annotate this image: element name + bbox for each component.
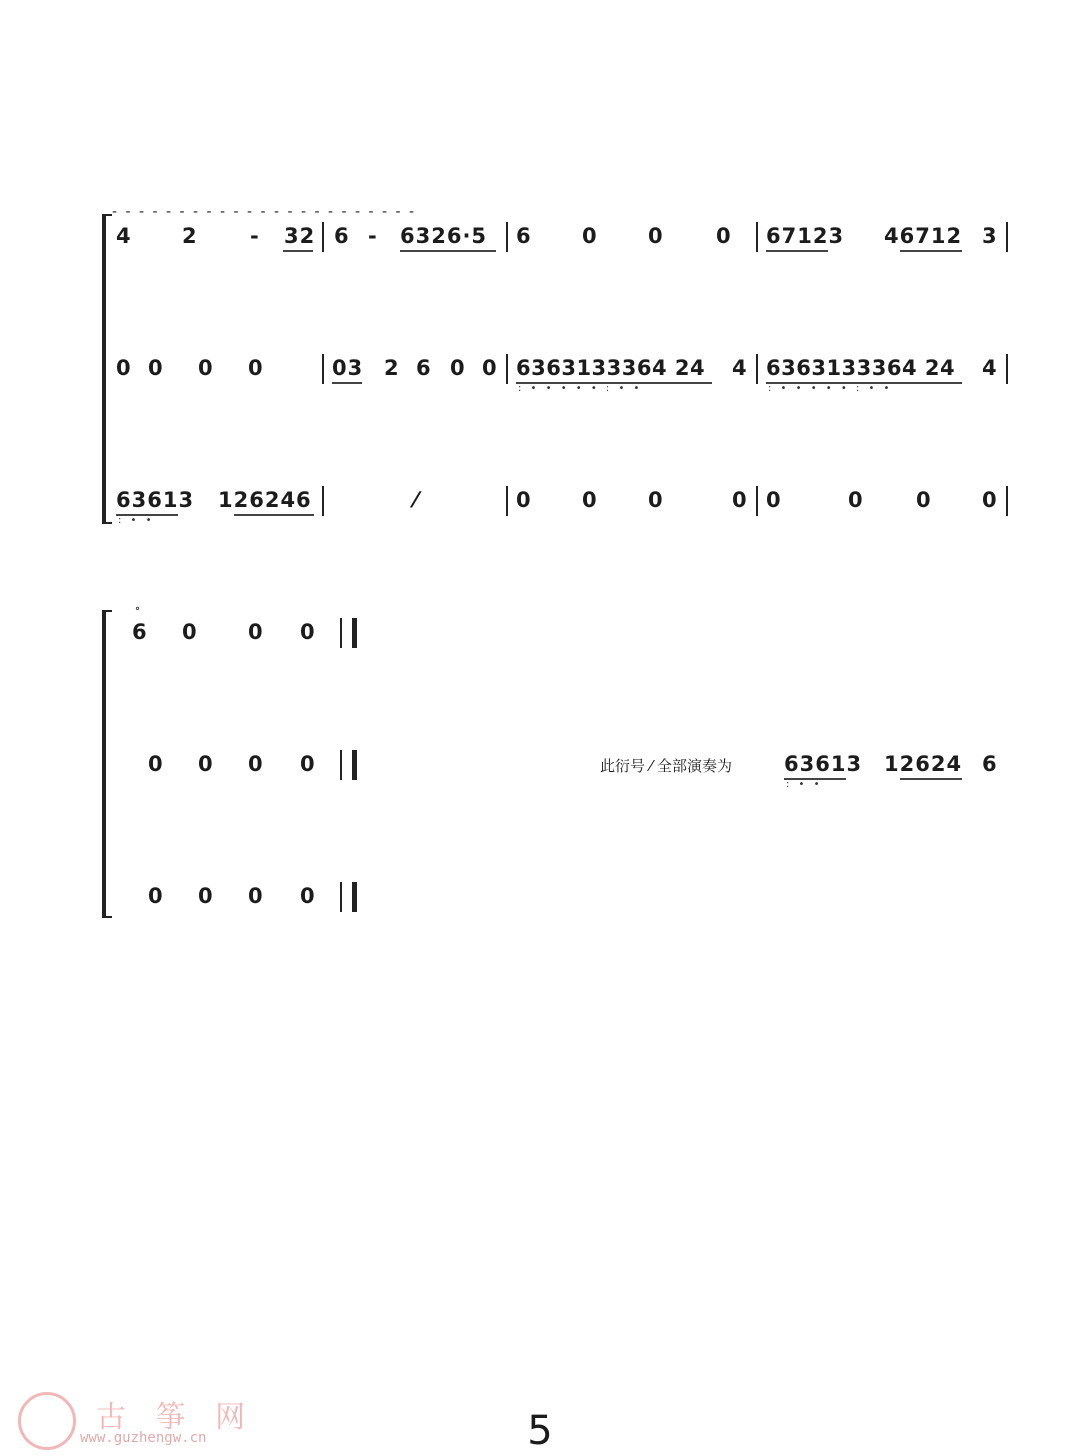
s1-r3-m1-n1: 63613 [116,488,195,512]
low-dots: : • • [118,515,155,526]
s1-r2-m3-n2: 4 [732,356,748,380]
underline [332,382,362,384]
footnote-notes-b: 12624 [884,752,963,776]
s1-r1-m3-n4: 0 [716,224,732,248]
s1-r3-m3-n1: 0 [516,488,532,512]
repeat-sign: ⁄ [414,488,419,512]
s1-r3-m3-n3: 0 [648,488,664,512]
underline [766,250,828,252]
system2-bracket [102,610,112,918]
underline [900,778,962,780]
s1-r2-m1-n4: 0 [248,356,264,380]
barline [506,354,508,384]
s1-r1-m2-n2: - [368,224,378,248]
barline [756,354,758,384]
final-barline-thick [352,618,357,648]
s2-r1-n1: 6 [132,620,148,644]
s1-r1-m3-n1: 6 [516,224,532,248]
s1-r2-m2-n5: 0 [482,356,498,380]
barline [1006,486,1008,516]
footnote-text: 此衍号 ⁄ 全部演奏为 [600,757,733,775]
s1-r1-m2-n3: 6326·5 [400,224,488,248]
s2-r1-n4: 0 [300,620,316,644]
high-dot: ° [135,606,140,617]
s2-r2-n2: 0 [198,752,214,776]
final-barline [340,750,342,780]
s1-r1-m1-n1: 4 [116,224,132,248]
s1-r3-m4-n1: 0 [766,488,782,512]
underline [283,250,313,252]
barline [322,486,324,516]
system1-bracket [102,214,112,524]
s1-r1-m4-n2: 46712 [884,224,963,248]
low-dots: : • • • • • : • • [768,383,893,394]
footnote-notes-c: 6 [982,752,998,776]
barline [506,222,508,252]
s1-r1-m3-n3: 0 [648,224,664,248]
s1-r2-m4-n1: 6363133364 24 [766,356,956,380]
footnote-notes-a: 63613 [784,752,863,776]
s2-r1-n3: 0 [248,620,264,644]
s1-r3-m4-n2: 0 [848,488,864,512]
barline [322,222,324,252]
s2-r3-n1: 0 [148,884,164,908]
final-barline [340,882,342,912]
underline [234,514,314,516]
low-dots: : • • • • • : • • [518,383,643,394]
s1-r1-m1-n3: - [250,224,260,248]
s1-r1-m4-n1: 67123 [766,224,845,248]
s1-r3-m4-n4: 0 [982,488,998,512]
s2-r1-n2: 0 [182,620,198,644]
s1-r2-m4-n2: 4 [982,356,998,380]
underline [900,250,962,252]
s1-r2-m1-n2: 0 [148,356,164,380]
s2-r2-n3: 0 [248,752,264,776]
s1-r2-m1-n3: 0 [198,356,214,380]
final-barline [340,618,342,648]
s2-r2-n1: 0 [148,752,164,776]
s2-r3-n3: 0 [248,884,264,908]
s1-r2-m2-n1: 03 [332,356,364,380]
barline [1006,222,1008,252]
s1-r3-m1-n2: 126246 [218,488,312,512]
final-barline-thick [352,750,357,780]
s1-r3-m3-n4: 0 [732,488,748,512]
s2-r2-n4: 0 [300,752,316,776]
s1-r3-m3-n2: 0 [582,488,598,512]
s2-r3-n2: 0 [198,884,214,908]
s1-r2-m3-n1: 6363133364 24 [516,356,706,380]
s1-r1-m4-n3: 3 [982,224,998,248]
s1-r2-m1-n1: 0 [116,356,132,380]
final-barline-thick [352,882,357,912]
s1-r1-m2-n1: 6 [334,224,350,248]
s1-r1-m3-n2: 0 [582,224,598,248]
s1-r1-m1-n4: 32 [284,224,316,248]
dashed-line: - - - - - - - - - - - - - - - - - - - - - - - [112,204,417,220]
s1-r3-m4-n3: 0 [916,488,932,512]
s1-r1-m1-n2: 2 [182,224,198,248]
s1-r2-m2-n4: 0 [450,356,466,380]
s1-r2-m2-n3: 6 [416,356,432,380]
low-dots: : • • [786,779,823,790]
barline [1006,354,1008,384]
barline [506,486,508,516]
watermark-name: 古 筝 网 [96,1400,256,1435]
watermark-url: www.guzhengw.cn [80,1430,207,1446]
page-number: 5 [527,1408,553,1454]
barline [756,222,758,252]
barline [756,486,758,516]
underline [400,250,496,252]
barline [322,354,324,384]
s1-r2-m2-n2: 2 [384,356,400,380]
s2-r3-n4: 0 [300,884,316,908]
